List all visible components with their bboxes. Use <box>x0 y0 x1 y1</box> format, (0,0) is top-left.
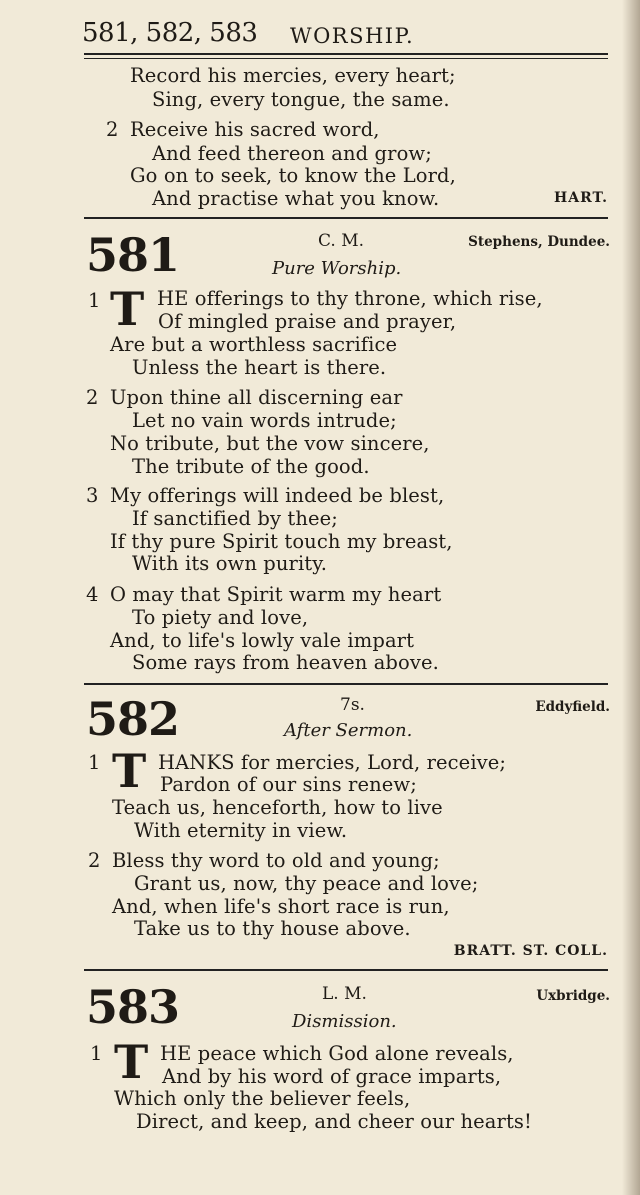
hymn-title: After Sermon. <box>284 720 413 741</box>
verse-line: O may that Spirit warm my heart <box>110 583 442 606</box>
page-binding-shadow <box>622 0 640 1195</box>
verse-line: Bless thy word to old and young; <box>112 849 440 872</box>
verse-line: Of mingled praise and prayer, <box>158 310 457 333</box>
drop-cap: T <box>112 744 147 798</box>
verse-number: 2 <box>86 386 99 409</box>
drop-cap: T <box>110 282 145 336</box>
verse-line: To piety and love, <box>132 606 309 629</box>
drop-cap: T <box>114 1035 149 1089</box>
hymn-number: 581 <box>86 228 180 282</box>
verse-line: With its own purity. <box>132 552 328 575</box>
page-hymn-numbers: 581, 582, 583 <box>82 18 258 48</box>
verse-line: Upon thine all discerning ear <box>110 386 403 409</box>
verse-line: Which only the believer feels, <box>114 1087 411 1110</box>
verse-line: Go on to seek, to know the Lord, <box>130 164 456 187</box>
hymn-number: 583 <box>86 980 180 1034</box>
verse-line: And practise what you know. <box>152 187 440 210</box>
hymn-meter: C. M. <box>318 231 365 251</box>
hymn-divider <box>84 969 608 971</box>
verse-line: And feed thereon and grow; <box>152 142 432 165</box>
hymn-author: BRATT. ST. COLL. <box>453 943 608 959</box>
hymn-title: Pure Worship. <box>272 258 402 279</box>
hymn-author: HART. <box>554 190 608 206</box>
verse-line: Unless the heart is there. <box>132 356 387 379</box>
verse-number: 4 <box>86 583 99 606</box>
verse-line: If thy pure Spirit touch my breast, <box>110 530 453 553</box>
header-rule-thin <box>84 58 608 59</box>
verse-line: Are but a worthless sacrifice <box>110 333 398 356</box>
verse-line: HE offerings to thy throne, which rise, <box>157 287 543 310</box>
hymn-tune: Stephens, Dundee. <box>468 234 610 250</box>
hymn-title: Dismission. <box>292 1011 397 1032</box>
hymn-meter: L. M. <box>322 984 367 1004</box>
verse-line: My offerings will indeed be blest, <box>110 484 445 507</box>
verse-line: Grant us, now, thy peace and love; <box>134 872 479 895</box>
verse-line: Direct, and keep, and cheer our hearts! <box>136 1110 532 1133</box>
verse-line: No tribute, but the vow sincere, <box>110 432 430 455</box>
verse-line: HE peace which God alone reveals, <box>160 1042 514 1065</box>
header-rule <box>84 53 608 55</box>
verse-line: With eternity in view. <box>134 819 348 842</box>
verse-number: 2 <box>106 118 119 141</box>
verse-line: And, to life's lowly vale impart <box>110 629 415 652</box>
verse-line: And by his word of grace imparts, <box>162 1065 502 1088</box>
verse-line: Record his mercies, every heart; <box>130 64 456 87</box>
hymn-tune: Eddyfield. <box>535 699 610 715</box>
verse-line: Let no vain words intrude; <box>132 409 397 432</box>
verse-line: HANKS for mercies, Lord, receive; <box>158 751 507 774</box>
hymn-tune: Uxbridge. <box>536 988 610 1004</box>
verse-line: Some rays from heaven above. <box>132 651 439 674</box>
verse-line: Pardon of our sins renew; <box>160 773 417 796</box>
verse-number: 1 <box>90 1042 103 1065</box>
verse-line: And, when life's short race is run, <box>112 895 450 918</box>
verse-number: 2 <box>88 849 101 872</box>
verse-number: 1 <box>88 289 101 312</box>
verse-line: Receive his sacred word, <box>130 118 380 141</box>
hymn-divider <box>84 683 608 685</box>
hymn-divider <box>84 217 608 219</box>
verse-line: Sing, every tongue, the same. <box>152 88 450 111</box>
verse-number: 3 <box>86 484 99 507</box>
verse-number: 1 <box>88 751 101 774</box>
hymn-number: 582 <box>86 692 180 746</box>
verse-line: Take us to thy house above. <box>134 917 411 940</box>
page-section-title: WORSHIP. <box>290 24 415 48</box>
verse-line: The tribute of the good. <box>132 455 370 478</box>
verse-line: Teach us, henceforth, how to live <box>112 796 443 819</box>
verse-line: If sanctified by thee; <box>132 507 338 530</box>
hymn-meter: 7s. <box>340 695 365 715</box>
